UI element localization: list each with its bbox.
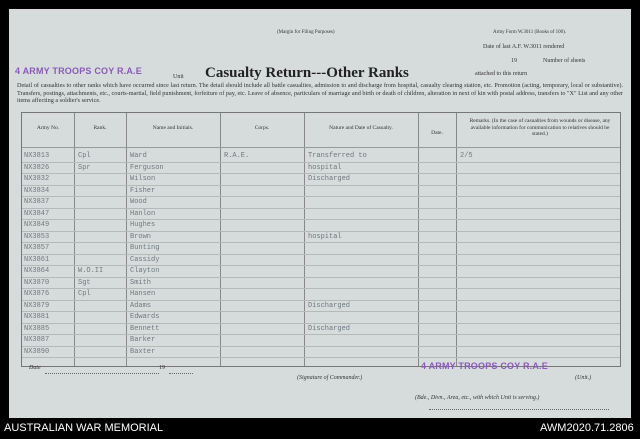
table-cell: NX3813 <box>24 152 50 160</box>
army-form-number: Army Form W.3011 (Books of 100). <box>493 30 567 35</box>
table-cell: Hanlon <box>130 209 156 218</box>
bde-label: (Bde., Divn., Area, etc., with which Unit is serving.) <box>415 395 540 401</box>
table-cell: Hughes <box>130 221 156 229</box>
table-cell: Brown <box>130 232 152 241</box>
table-row <box>22 357 620 358</box>
caption-bar <box>0 418 640 439</box>
table-cell: NX3864 <box>24 267 50 275</box>
col-nature: Nature and Date of Casualty. <box>329 125 393 131</box>
table-cell: hospital <box>308 232 342 241</box>
table-row <box>22 231 620 232</box>
table-row <box>22 288 620 289</box>
table-cell: R.A.E. <box>224 152 250 160</box>
unit-label: Unit <box>173 74 184 80</box>
table-cell: Discharged <box>308 301 351 310</box>
sheets-label: Number of sheets <box>543 58 586 64</box>
table-row <box>22 254 620 255</box>
table-cell: Cassidy <box>130 255 160 264</box>
commander-signature-label: (Signature of Commander.) <box>297 375 363 381</box>
date-label: Date <box>29 365 41 371</box>
table-cell: Transferred to <box>308 152 367 160</box>
col-date: Date. <box>431 130 443 136</box>
table-cell: NX3826 <box>24 163 50 172</box>
table-cell: Discharged <box>308 175 351 183</box>
col-name: Name and Initials. <box>152 125 194 131</box>
table-cell: Fisher <box>130 186 156 195</box>
table-cell: Bennett <box>130 324 160 333</box>
table-cell: NX3870 <box>24 278 50 287</box>
table-cell: NX3879 <box>24 301 50 310</box>
table-cell: NX3847 <box>24 209 50 218</box>
year-prefix: 19 <box>511 58 517 64</box>
table-cell: Baxter <box>130 347 156 356</box>
table-cell: NX3887 <box>24 336 50 344</box>
unit-sign-label: (Unit.) <box>575 375 592 381</box>
table-row <box>22 277 620 278</box>
table-row <box>22 346 620 347</box>
table-cell: NX3861 <box>24 255 50 264</box>
attached-label: attached to this return <box>475 71 528 77</box>
unit-stamp-bottom: 4 ARMY TROOPS COY R.A.E <box>421 361 548 371</box>
table-cell: NX3853 <box>24 232 50 241</box>
table-cell: NX3832 <box>24 175 50 183</box>
unit-stamp: 4 ARMY TROOPS COY R.A.E <box>15 66 142 76</box>
table-cell: NX3837 <box>24 198 50 206</box>
table-cell: Bunting <box>130 244 160 252</box>
col-remarks: Remarks. (In the case of casualties from wounds or disease, any available information for communication to relatives should be stated.) <box>469 118 611 137</box>
table-cell: 2/5 <box>460 152 473 160</box>
table-cell: Discharged <box>308 324 351 333</box>
table-cell: Barker <box>130 336 156 344</box>
table-row <box>22 311 620 312</box>
table-row <box>22 185 620 186</box>
table-cell: Ferguson <box>130 163 164 172</box>
table-cell: Sgt <box>78 278 91 287</box>
table-cell: W.O.II <box>78 267 104 275</box>
col-army-no: Army No. <box>36 125 60 131</box>
table-cell: hospital <box>308 163 342 172</box>
date-year: 19 <box>159 365 165 371</box>
table-cell: NX3881 <box>24 313 50 321</box>
table-cell: NX3885 <box>24 324 50 333</box>
table-cell: Spr <box>78 163 91 172</box>
form-title: Casualty Return---Other Ranks <box>205 65 409 81</box>
table-row <box>22 334 620 335</box>
table-cell: NX3890 <box>24 347 50 356</box>
caption-right: AWM2020.71.2806 <box>540 422 634 434</box>
table-row <box>22 323 620 324</box>
table-cell: Wood <box>130 198 147 206</box>
table-row <box>22 162 620 163</box>
caption-left: AUSTRALIAN WAR MEMORIAL <box>4 422 164 434</box>
form-sheet <box>9 9 631 418</box>
casualty-table <box>21 112 621 367</box>
col-corps: Corps. <box>254 125 270 131</box>
table-row <box>22 300 620 301</box>
table-cell: Smith <box>130 278 152 287</box>
table-cell: Cpl <box>78 290 91 298</box>
date-last-label: Date of last A.F. W.3011 rendered <box>483 44 565 50</box>
table-cell: NX3834 <box>24 186 50 195</box>
table-cell: NX3857 <box>24 244 50 252</box>
table-cell: Ward <box>130 152 147 160</box>
table-cell: Adams <box>130 301 152 310</box>
table-cell: NX3849 <box>24 221 50 229</box>
margin-note: (Margin for Filing Purposes) <box>277 30 335 35</box>
table-cell: Cpl <box>78 152 91 160</box>
table-cell: Hansen <box>130 290 156 298</box>
col-rank: Rank. <box>93 125 107 131</box>
table-cell: Wilson <box>130 175 156 183</box>
table-cell: NX3876 <box>24 290 50 298</box>
table-row <box>22 219 620 220</box>
table-row <box>22 196 620 197</box>
table-row <box>22 173 620 174</box>
table-cell: Edwards <box>130 313 160 321</box>
table-row <box>22 208 620 209</box>
instructions: Detail of casualties to other ranks which have occurred since last return. The detail should include all battle casualties, admission to and discharge from hospital, casualty clearing station, etc. Promotion (acting, temporary, local or substantive). Transfers, postings, attachments, etc., courts-martial, field punishment, forfeiture of pay, etc. Leave of absence, particulars of marriage and birth or death of children, alteration in next of kin with postal address, transfers to "X" List and any other items affecting a soldier's service. <box>17 82 623 104</box>
table-row <box>22 242 620 243</box>
table-row <box>22 265 620 266</box>
table-cell: Clayton <box>130 267 160 275</box>
